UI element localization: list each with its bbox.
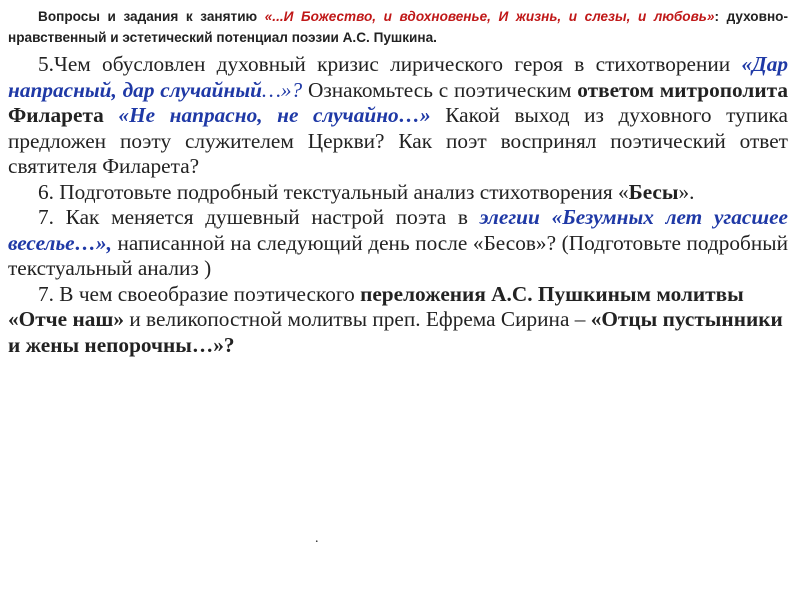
header-suffix: : духовно-нравственный и эстетический потенциал поэзии А.С. Пушкина. xyxy=(8,9,789,45)
questions-body xyxy=(8,52,788,358)
q5-lead: 5.Чем обусловлен духовный кризис лирического героя в стихотворении xyxy=(38,52,742,76)
question-6 xyxy=(8,180,788,206)
q7a-poem-title: «Безумных лет угасшее веселье…», xyxy=(8,205,789,255)
q7a-space xyxy=(540,205,552,229)
q5-poem-title-tail: …»? xyxy=(261,77,303,102)
footer-dot: . xyxy=(315,531,319,546)
q7a-genre: элегии xyxy=(479,205,540,229)
q7b-transcription-emphasis: переложения А.С. Пушкиным молитвы «Отче наш» xyxy=(8,281,744,331)
q5-mid: Ознакомьтесь с поэтическим xyxy=(302,77,578,102)
header-title-quote: «...И Божество, и вдохновенье, И жизнь, и слезы, и любовь» xyxy=(264,9,715,24)
slide xyxy=(8,6,788,358)
q7b-prayer-title: «Отцы пустынники и жены непорочны…»? xyxy=(8,307,783,357)
header-prefix: Вопросы и задания к занятию xyxy=(38,9,265,24)
q7a-rest: написанной на следующий день после «Бесов»? (Подготовьте подробный текстуальный анализ ) xyxy=(8,230,788,280)
q5-space xyxy=(104,103,119,127)
slide-header xyxy=(8,6,788,48)
q7a-lead: 7. Как меняется душевный настрой поэта в xyxy=(38,205,480,229)
q5-rest: Какой выход из духовного тупика предложен поэту служителем Церкви? Как поэт воспринял поэтический ответ святителя Филарета? xyxy=(8,103,789,178)
q6-tail: ». xyxy=(678,179,695,204)
q7b-mid: и великопостной молитвы преп. Ефрема Сирина – xyxy=(124,307,591,331)
q6-poem-title: Бесы xyxy=(628,179,679,204)
question-7a xyxy=(8,205,788,282)
q5-answer-emphasis: ответом митрополита Филарета xyxy=(8,77,788,127)
q5-poem-title: «Дар напрасный, дар случайный xyxy=(8,52,788,102)
q5-reply-poem-title: «Не напрасно, не случайно…» xyxy=(118,103,431,127)
q6-lead: 6. Подготовьте подробный текстуальный анализ стихотворения « xyxy=(38,179,629,204)
question-7b xyxy=(8,282,788,359)
q7b-lead: 7. В чем своеобразие поэтического xyxy=(38,281,361,306)
question-5 xyxy=(8,52,788,180)
